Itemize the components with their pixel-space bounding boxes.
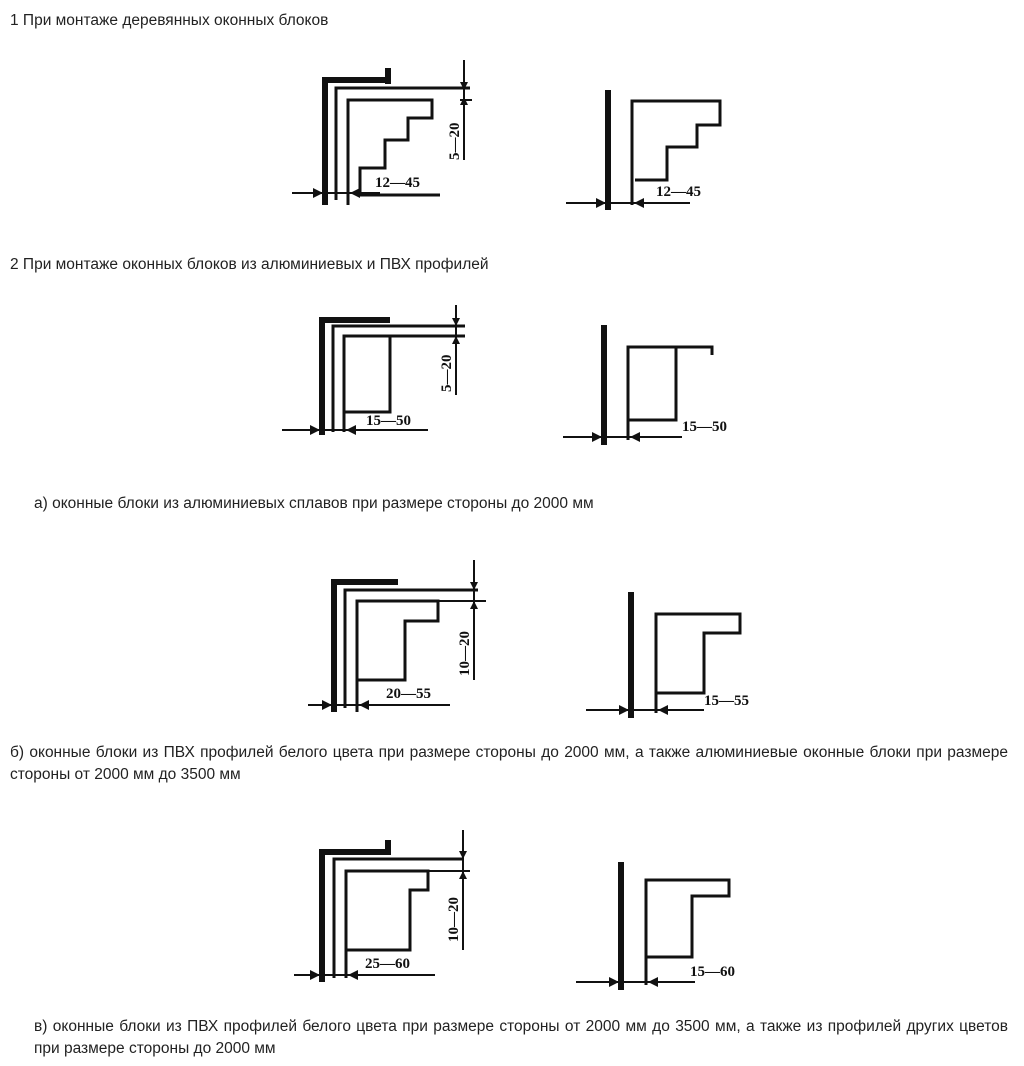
dim-arrow [313, 188, 323, 198]
wood-right-diagram [566, 90, 720, 210]
dim-label-horizontal: 15—50 [682, 419, 727, 435]
dim-arrow [348, 970, 358, 980]
caption-a: а) оконные блоки из алюминиевых сплавов при размере стороны до 2000 мм [34, 495, 594, 512]
dim-arrow [350, 188, 360, 198]
dim-label-vertical: 10—20 [457, 631, 473, 676]
dim-label-vertical: 10—20 [446, 897, 462, 942]
dim-label-vertical: 5—20 [447, 122, 463, 160]
dim-label-horizontal: 20—55 [386, 686, 431, 702]
dim-arrow [630, 432, 640, 442]
pvc-b-right-diagram [586, 592, 749, 718]
dim-arrow [592, 432, 602, 442]
dim-arrow [310, 425, 320, 435]
dim-arrow [359, 700, 369, 710]
pvc-c-left-diagram [294, 830, 470, 982]
dim-arrow [648, 977, 658, 987]
dim-arrow [619, 705, 629, 715]
dim-arrow [310, 970, 320, 980]
dim-arrow [459, 871, 467, 879]
pvc-c-right-diagram [576, 862, 735, 990]
dim-label-vertical: 5—20 [439, 354, 455, 392]
dim-arrow [322, 700, 332, 710]
wood-left-diagram [292, 60, 472, 205]
dim-arrow [634, 198, 644, 208]
wood-heading: 1 При монтаже деревянных оконных блоков [10, 12, 329, 29]
dim-arrow [346, 425, 356, 435]
caption-b: б) оконные блоки из ПВХ профилей белого цвета при размере стороны до 2000 мм, а также алюминиевые оконные блоки при размере стороны от 2000 мм до 3500 мм [10, 744, 1008, 783]
dim-label-horizontal: 12—45 [656, 184, 701, 200]
dim-label-horizontal: 15—50 [366, 413, 411, 429]
dim-arrow [596, 198, 606, 208]
alu-pvc-heading: 2 При монтаже оконных блоков из алюминиевых и ПВХ профилей [10, 256, 489, 273]
dim-label-horizontal: 25—60 [365, 956, 410, 972]
alu-a-left-diagram [282, 305, 465, 435]
dim-label-horizontal: 15—60 [690, 964, 735, 980]
caption-c: в) оконные блоки из ПВХ профилей белого цвета при размере стороны от 2000 мм до 3500 мм, а также из профилей других цветов при размере стороны до 2000 мм [34, 1018, 1008, 1057]
window-frame-inner [628, 347, 676, 420]
dim-arrow [470, 601, 478, 609]
dim-label-horizontal: 12—45 [375, 175, 420, 191]
dim-arrow [609, 977, 619, 987]
dim-arrow [658, 705, 668, 715]
pvc-b-left-diagram [308, 560, 486, 712]
dim-label-horizontal: 15—55 [704, 693, 749, 709]
window-frame-inner [344, 336, 390, 412]
alu-a-right-diagram [563, 325, 727, 445]
